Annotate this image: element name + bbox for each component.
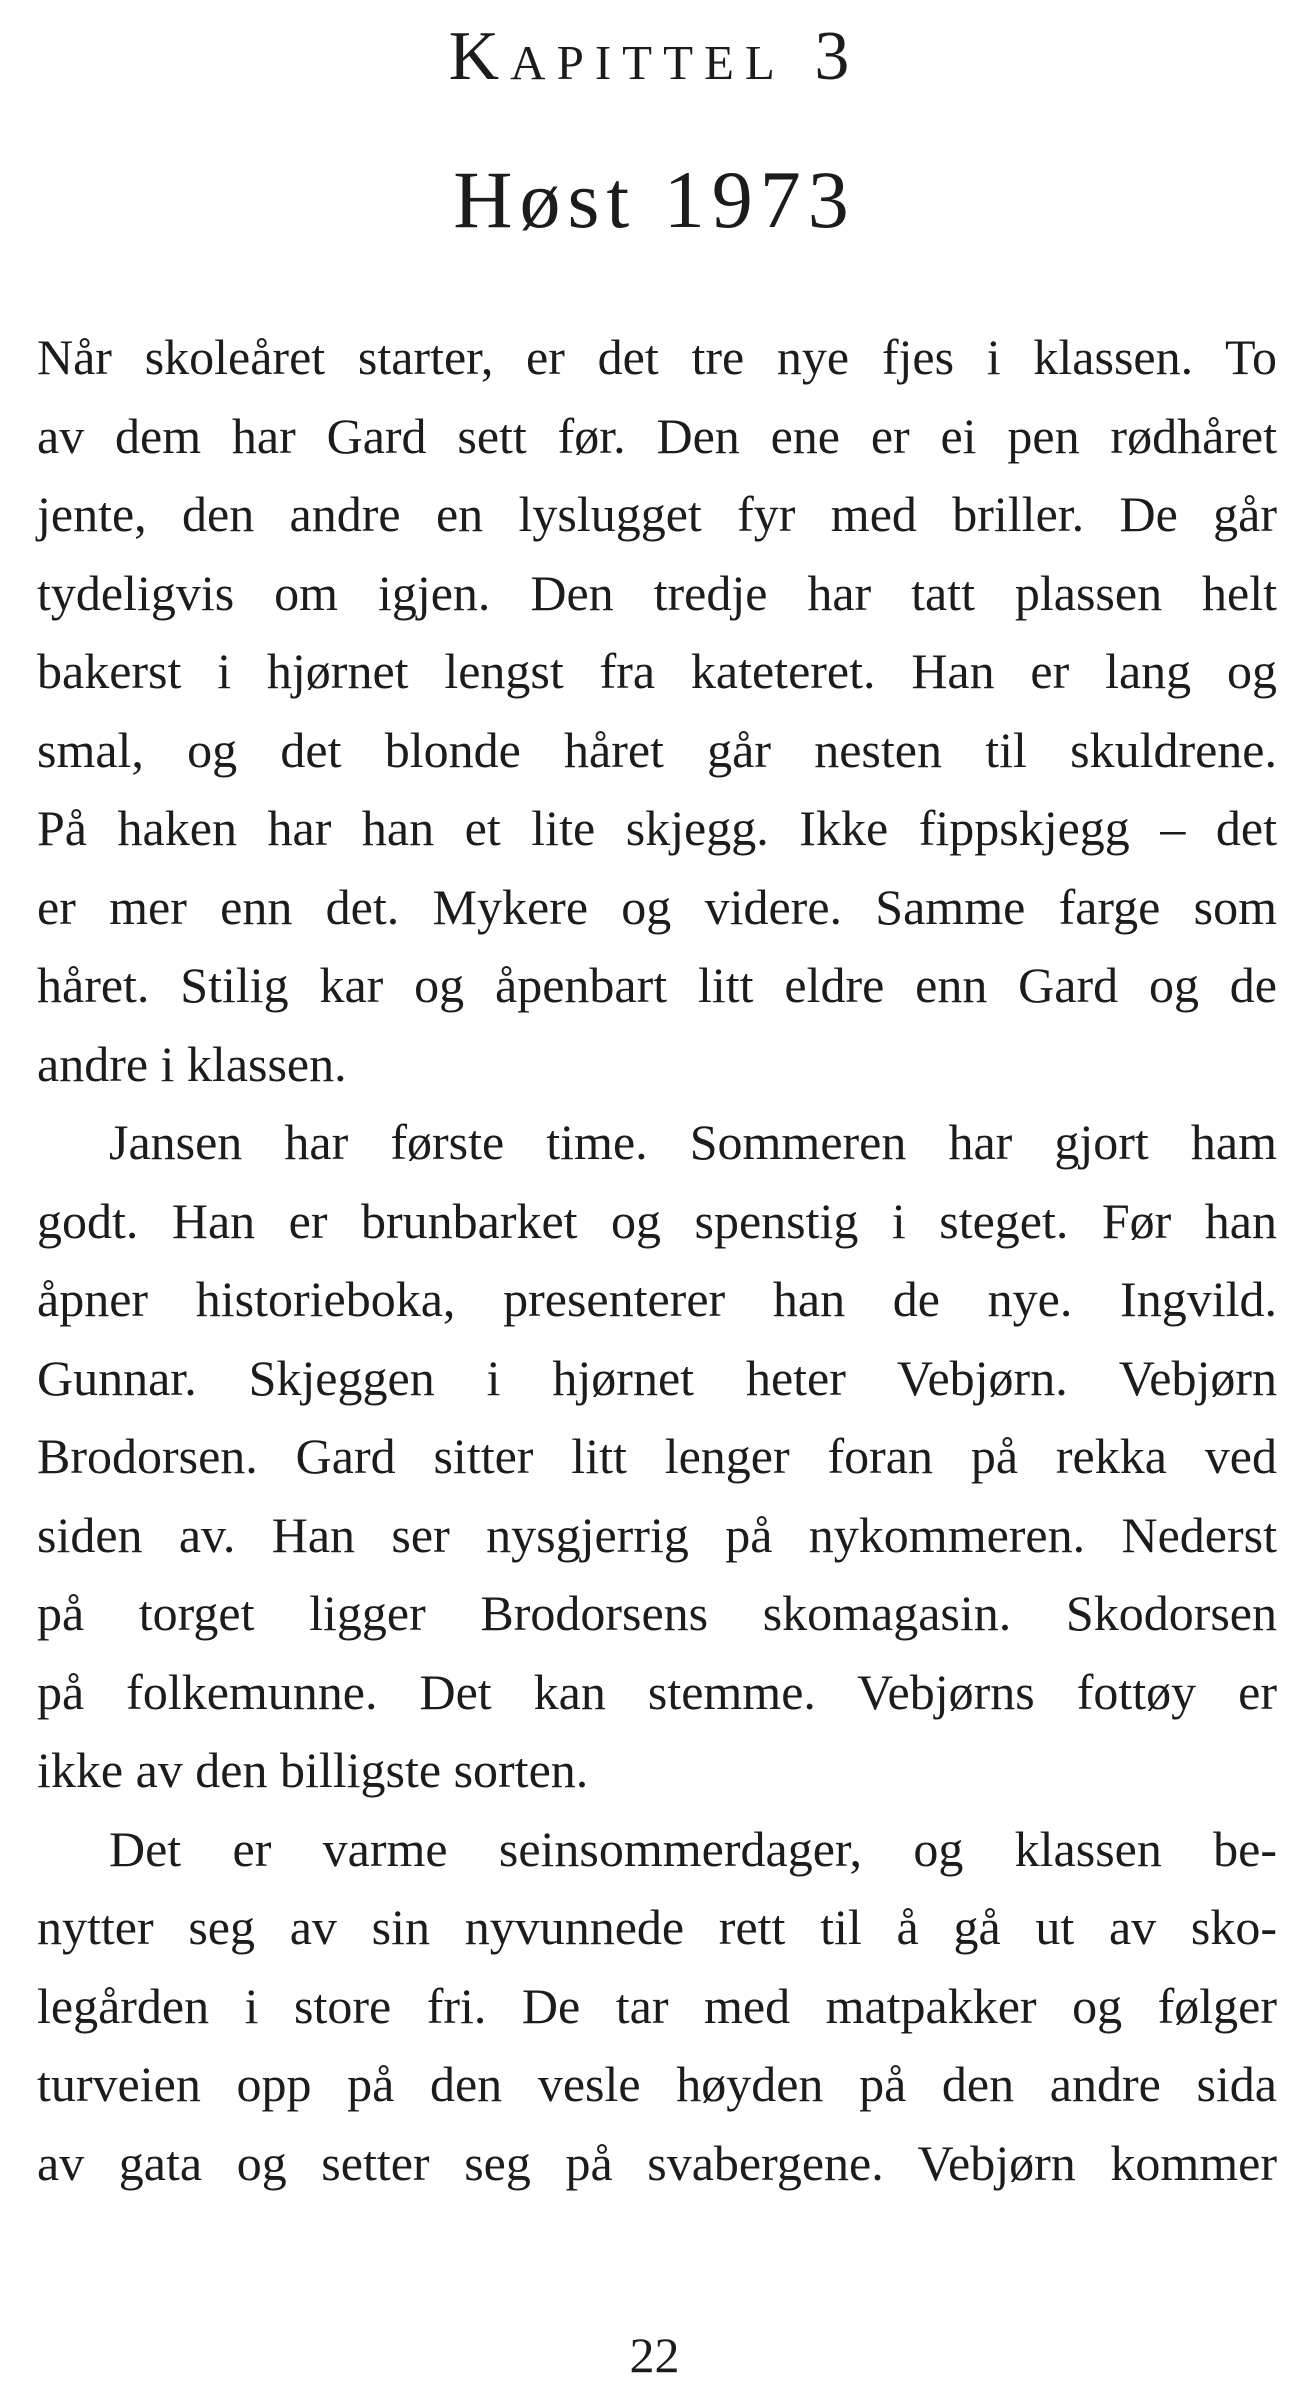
text-line: turveien opp på den vesle høyden på den andre sida bbox=[37, 2056, 1277, 2112]
text-line: håret. Stilig kar og åpenbart litt eldre enn Gard og de bbox=[37, 957, 1277, 1013]
text-line: jente, den andre en lyslugget fyr med briller. De går bbox=[37, 486, 1277, 542]
page-number: 22 bbox=[629, 2327, 680, 2383]
text-line: Det er varme seinsommerdager, og klassen be- bbox=[109, 1820, 1277, 1877]
paragraph-3 bbox=[37, 1810, 1277, 2203]
text-line: på torget ligger Brodorsens skomagasin. Skodorsen bbox=[37, 1585, 1277, 1641]
text-line: nytter seg av sin nyvunnede rett til å gå ut av sko- bbox=[37, 1899, 1277, 1955]
text-line: smal, og det blonde håret går nesten til skuldrene. bbox=[37, 721, 1277, 778]
text-line: av gata og setter seg på svabergene. Vebjørn kommer bbox=[37, 2134, 1277, 2191]
text-line: andre i klassen. bbox=[37, 1035, 347, 1092]
text-line: åpner historieboka, presenterer han de nye. Ingvild. bbox=[37, 1271, 1277, 1327]
text-line: tydeligvis om igjen. Den tredje har tatt plassen helt bbox=[37, 564, 1277, 621]
text-line: Brodorsen. Gard sitter litt lenger foran på rekka ved bbox=[37, 1428, 1277, 1484]
text-line: Gunnar. Skjeggen i hjørnet heter Vebjørn. Vebjørn bbox=[37, 1349, 1277, 1406]
chapter-title: Høst 1973 bbox=[453, 154, 856, 245]
text-line: Når skoleåret starter, er det tre nye fjes i klassen. To bbox=[37, 329, 1277, 385]
text-line: bakerst i hjørnet lengst fra kateteret. Han er lang og bbox=[37, 643, 1277, 699]
text-line: siden av. Han ser nysgjerrig på nykommeren. Nederst bbox=[37, 1506, 1277, 1563]
text-line: godt. Han er brunbarket og spenstig i steget. Før han bbox=[37, 1192, 1277, 1249]
text-line: ikke av den billigste sorten. bbox=[37, 1742, 589, 1798]
body-text bbox=[37, 318, 1277, 2202]
chapter-label: Kapittel 3 bbox=[448, 18, 861, 95]
text-line: Jansen har første time. Sommeren har gjort ham bbox=[109, 1114, 1277, 1170]
text-line: er mer enn det. Mykere og videre. Samme farge som bbox=[37, 878, 1277, 935]
text-line: legården i store fri. De tar med matpakker og følger bbox=[37, 1977, 1277, 2034]
text-line: av dem har Gard sett før. Den ene er ei pen rødhåret bbox=[37, 407, 1277, 464]
paragraph-2 bbox=[37, 1103, 1277, 1810]
text-line: på folkemunne. Det kan stemme. Vebjørns fottøy er bbox=[37, 1663, 1277, 1720]
paragraph-1 bbox=[37, 318, 1277, 1103]
text-line: På haken har han et lite skjegg. Ikke fippskjegg – det bbox=[37, 800, 1277, 856]
